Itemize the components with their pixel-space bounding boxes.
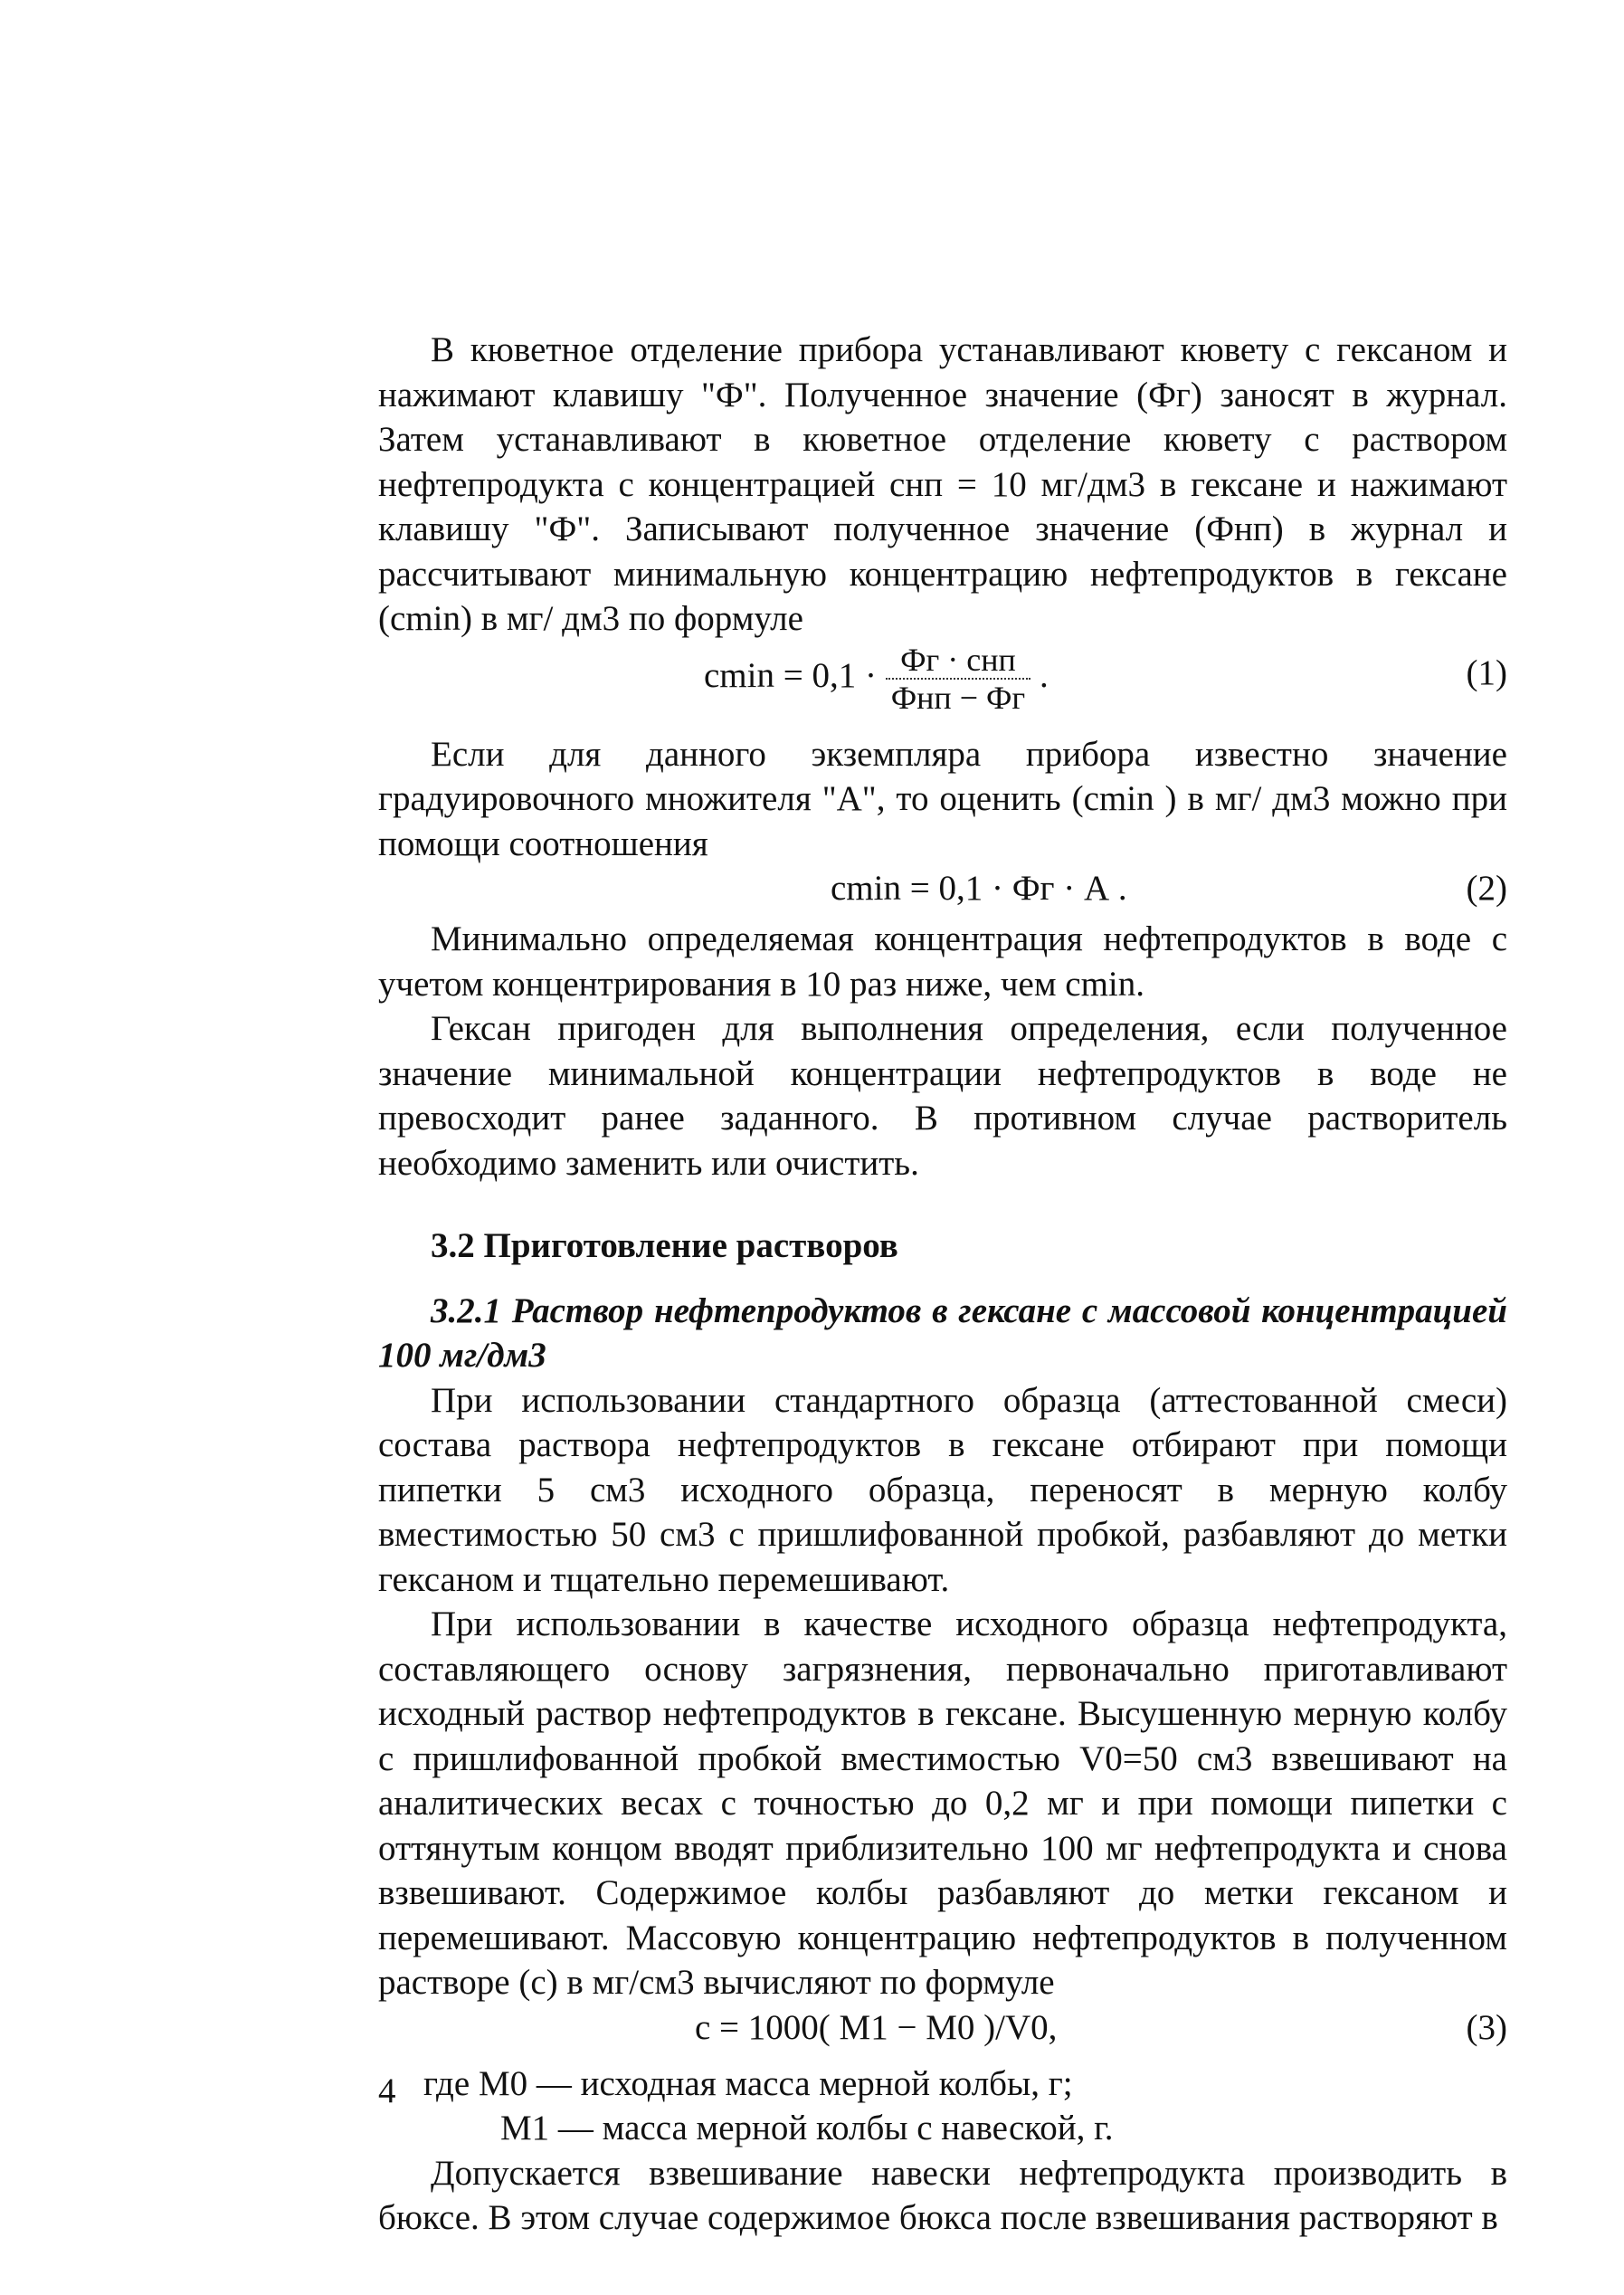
paragraph-min-concentration: Минимально определяемая концентрация нефтепродуктов в воде с учетом концентрирования в 10 раз ниже, чем cmin. — [378, 919, 1507, 1004]
paragraph-standard-sample: При использовании стандартного образца (аттестованной смеси) состава раствора нефтепродуктов в гексане отбирают при помощи пипетки 5 см3 исходного образца, переносят в мерную колбу вместимостью 50 см3 с пришлифованной пробкой, разбавляют до метки гексаном и тщательно перемешивают. — [378, 1380, 1507, 1599]
equation-1-lhs: cmin = 0,1 · — [704, 655, 877, 695]
main-text — [378, 328, 1507, 2241]
paragraph-intro: В кюветное отделение прибора устанавливают кювету с гексаном и нажимают клавишу "Ф". Полученное значение (Фг) заносят в журнал. Затем устанавливают в кюветное отделение кювету с раствором нефтепродукта с концентрацией cнп = 10 мг/дм3 в гексане и нажимают клавишу "Ф". Записывают полученное значение (Фнп) в журнал и рассчитывают минимальную концентрацию нефтепродуктов в гексане (cmin) в мг/ дм3 по формуле — [378, 330, 1507, 638]
paragraph-weighing: Допускается взвешивание навески нефтепродукта производить в бюксе. В этом случае содержимое бюкса после взвешивания растворяют в — [378, 2153, 1507, 2237]
where-line-1: где M0 — исходная масса мерной колбы, г; — [423, 2063, 1073, 2103]
equation-2 — [378, 866, 1507, 917]
equation-3 — [378, 2005, 1507, 2062]
subsection-heading: 3.2.1 Раствор нефтепродуктов в гексане с массовой концентрацией 100 мг/дм3 — [378, 1290, 1507, 1375]
equation-2-text: cmin = 0,1 · Фг · А . — [831, 869, 1127, 908]
equation-1-denominator: Фнп − Фг — [890, 679, 1026, 716]
paragraph-initial-solution: При использовании в качестве исходного образца нефтепродукта, составляющего основу загрязнения, первоначально приготавливают исходный раствор нефтепродуктов в гексане. Высушенную мерную колбу с пришлифованной пробкой вместимостью V0=50 см3 взвешивают на аналитических весах с точностью до 0,2 мг и при помощи пипетки с оттянутым концом вводят приблизительно 100 мг нефтепродукта и снова взвешивают. Содержимое колбы разбавляют до метки гексаном и перемешивают. Массовую концентрацию нефтепродуктов в полученном растворе (c) в мг/см3 вычисляют по формуле — [378, 1605, 1507, 2002]
section-heading: 3.2 Приготовление растворов — [431, 1226, 898, 1265]
equation-1-numerator: Фг · cнп — [886, 642, 1030, 680]
equation-1-number: (1) — [1466, 652, 1507, 692]
equation-2-number: (2) — [1466, 869, 1507, 908]
equation-3-text: c = 1000( M1 − M0 )/V0, — [695, 2007, 1058, 2047]
where-line-2: M1 — масса мерной колбы с навеской, г. — [500, 2109, 1114, 2147]
paragraph-gradient-multiplier: Если для данного экземпляра прибора известно значение градуировочного множителя "А", то оценить (cmin ) в мг/ дм3 можно при помощи соотношения — [378, 734, 1507, 863]
equation-3-number: (3) — [1466, 2007, 1507, 2047]
equation-1-tail: . — [1039, 655, 1049, 695]
page-number: 4 — [378, 2071, 396, 2110]
paragraph-hexane-suitability: Гексан пригоден для выполнения определения, если полученное значение минимальной концентрации нефтепродуктов в воде не превосходит ранее заданного. В противном случае растворитель необходимо заменить или очистить. — [378, 1009, 1507, 1183]
equation-1 — [378, 642, 1507, 732]
equation-1-fraction — [886, 642, 1030, 716]
